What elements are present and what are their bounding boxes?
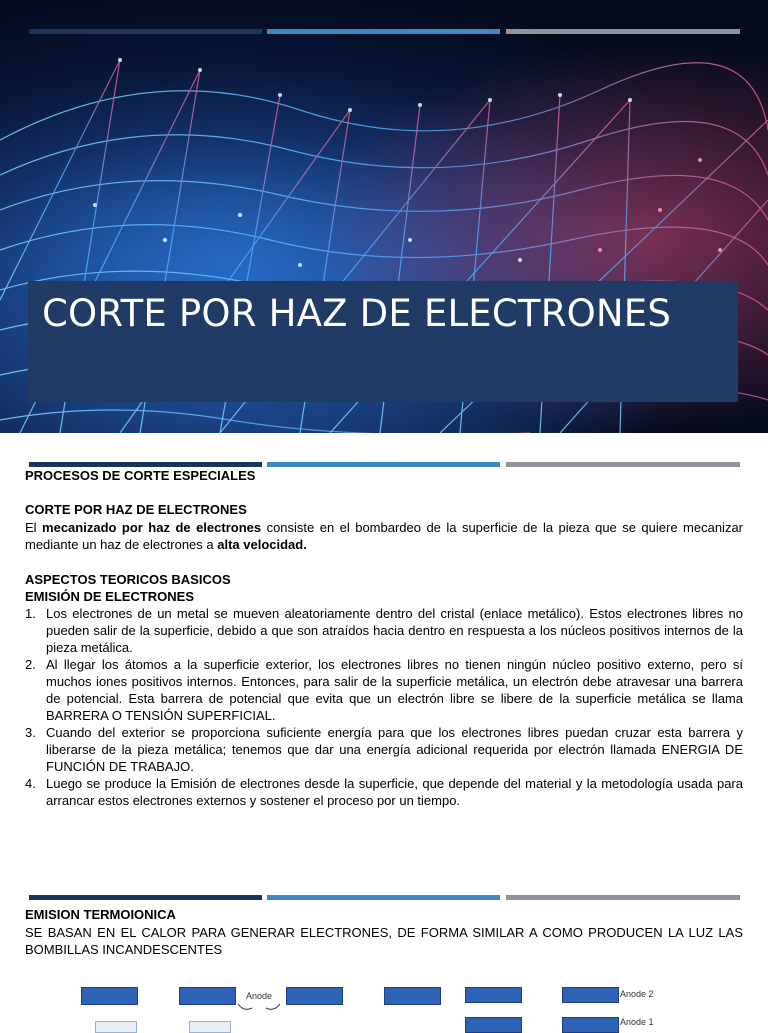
termoionica-text: SE BASAN EN EL CALOR PARA GENERAR ELECTRONES, DE FORMA SIMILAR A COMO PRODUCEN LA LUZ LAS BOMBILLAS INCANDESCENTES — [25, 925, 743, 957]
page-gap — [0, 433, 768, 463]
accent-bar-dark — [29, 895, 262, 900]
subheading-corte: CORTE POR HAZ DE ELECTRONES — [25, 502, 247, 517]
diagram-plate — [465, 987, 522, 1003]
list-item-text: Luego se produce la Emisión de electrones desde la superficie, que depende del material y la metodología usada para arrancar estos electrones externos y sostener el proceso por un tiempo. — [46, 776, 743, 808]
list-item-text: Al llegar los átomos a la superficie exterior, los electrones libres no tienen ningún núcleo positivo externo, pero sí muchos iones positivos internos. Entonces, para salir de la superficie metálica, un electrón debe atravesar una barrera de potencial. Esta barrera de potencial que evita que un electrón libre se libere de la superficie metálica se llama BARRERA O TENSIÓN SUPERFICIAL. — [46, 657, 743, 723]
page3-accent-bars — [29, 895, 740, 900]
accent-bar-blue — [267, 29, 500, 34]
intro-text-1: El — [25, 520, 43, 535]
heading-emision: EMISIÓN DE ELECTRONES — [25, 589, 195, 604]
cover-accent-bars — [29, 29, 740, 34]
intro-bold-2: alta velocidad. — [217, 537, 307, 552]
list-item — [25, 656, 743, 724]
list-item — [25, 724, 743, 775]
accent-bar-gray — [506, 895, 740, 900]
diagram-plate — [562, 987, 619, 1003]
intro-paragraph — [25, 519, 743, 553]
diagram-plate — [384, 987, 441, 1005]
cover-title: CORTE POR HAZ DE ELECTRONES — [42, 292, 672, 335]
diagram-plate — [95, 1021, 137, 1033]
diagram-plate — [286, 987, 343, 1005]
intro-text-2: consiste en el bombardeo de la superficie de la pieza que se quiere mecanizar mediante un haz de electrones a — [25, 520, 743, 552]
list-item-number: 3. — [25, 725, 36, 740]
diagram-plate — [562, 1017, 619, 1033]
list-item-number: 1. — [25, 606, 36, 621]
list-item — [25, 605, 743, 656]
cover-title-box — [28, 281, 738, 402]
diagram-plate — [465, 1017, 522, 1033]
list-item-number: 2. — [25, 657, 36, 672]
intro-bold-1: mecanizado por haz de electrones — [42, 520, 262, 535]
diagram-plate — [81, 987, 138, 1005]
accent-bar-gray — [506, 29, 740, 34]
emission-list — [25, 605, 743, 809]
list-item-text: Cuando del exterior se proporciona suficiente energía para que los electrones libres puedan cruzar esta barrera y liberarse de la pieza metálica; tenemos que dar una energía adicional requerida por electrón llamada ENERGIA DE FUNCIÓN DE TRABAJO. — [46, 725, 743, 774]
anode-label: Anode — [246, 991, 273, 1001]
accent-bar-dark — [29, 29, 262, 34]
accent-bar-blue — [267, 895, 500, 900]
list-item — [25, 775, 743, 809]
list-item-number: 4. — [25, 776, 36, 791]
section-heading: PROCESOS DE CORTE ESPECIALES — [25, 468, 256, 483]
anode-arrows-icon — [234, 1002, 284, 1016]
cover-slide — [0, 0, 768, 433]
list-item-text: Los electrones de un metal se mueven aleatoriamente dentro del cristal (enlace metálico). Estos electrones libres no pueden salir de la superficie, debido a que son atraídos hacia dentro en respuesta a los núcleos positivos internos de la pieza metálica. — [46, 606, 743, 655]
anode2-label: Anode 2 — [620, 989, 654, 999]
diagram-plate — [179, 987, 236, 1005]
anode1-label: Anode 1 — [620, 1017, 654, 1027]
diagram-plate — [189, 1021, 231, 1033]
electron-gun-diagram — [0, 980, 768, 1027]
heading-termoionica: EMISION TERMOIONICA — [25, 907, 176, 922]
heading-aspectos: ASPECTOS TEORICOS BASICOS — [25, 572, 231, 587]
